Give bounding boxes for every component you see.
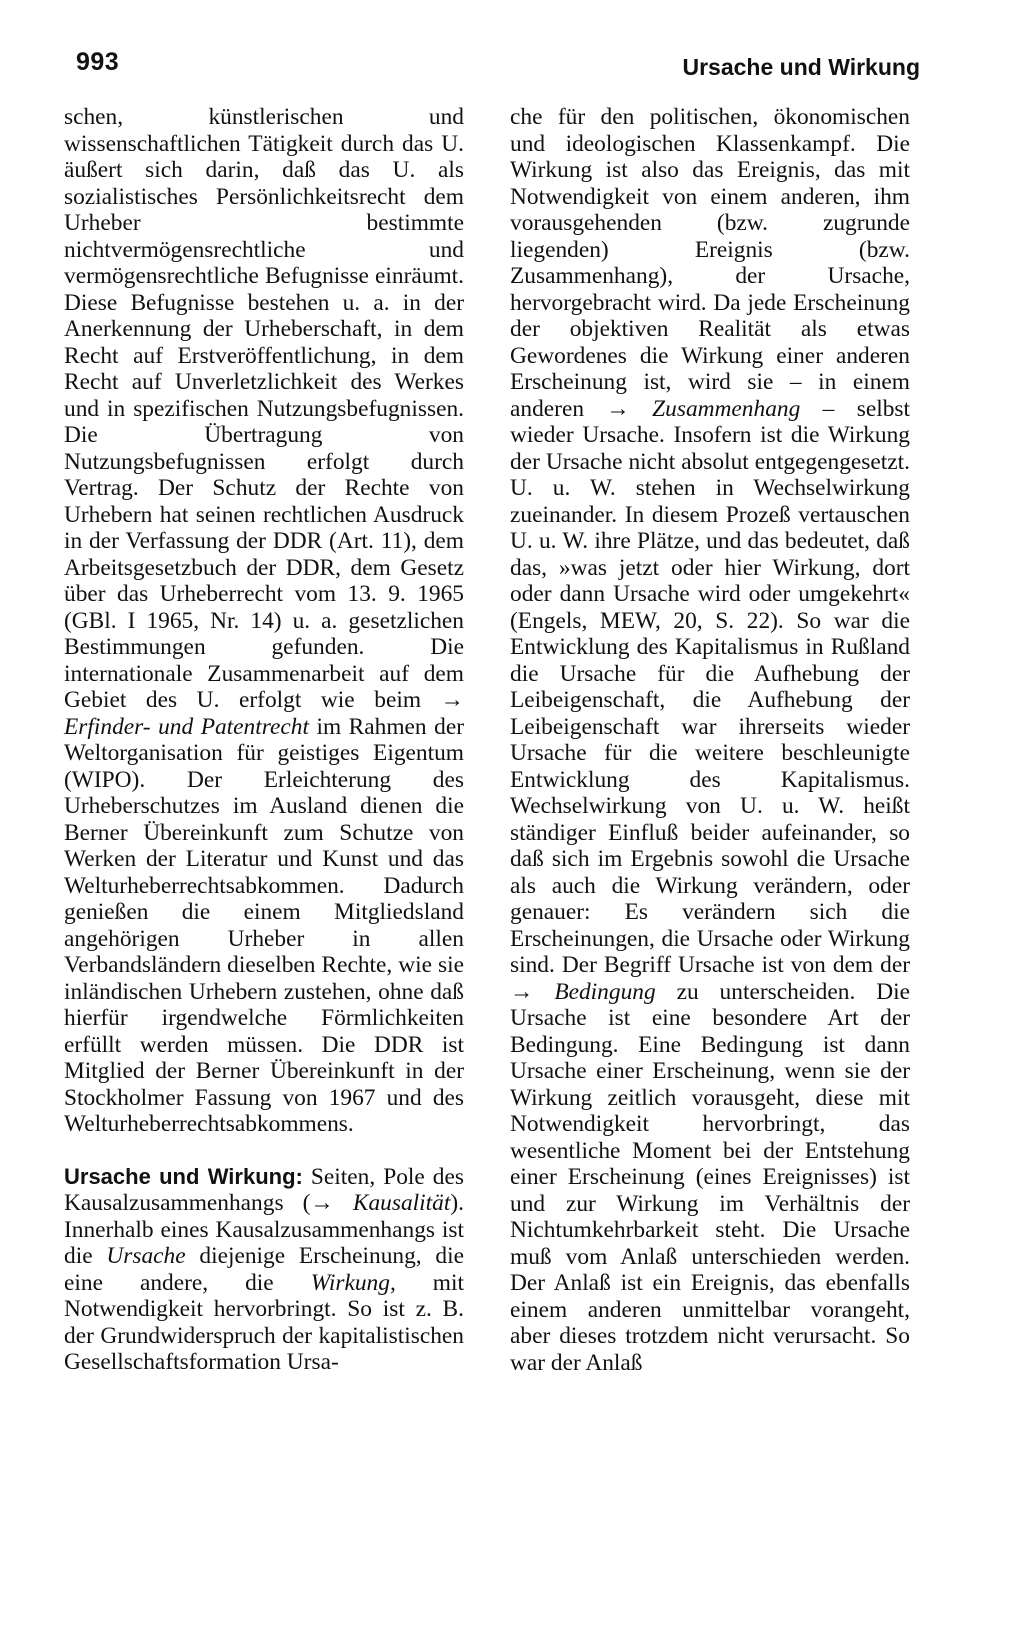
left-column [64, 104, 464, 1376]
cross-reference-bedingung [510, 979, 656, 1005]
text-run: schen, künstlerischen und wissenschaftlichen Tätigkeit durch das U. äußert sich darin, daß das U. als sozialistisches Persönlichkeitsrecht dem Urheber bestimmte nichtvermögensrechtliche und vermögensrechtliche Befugnisse einräumt. Diese Befugnisse bestehen u. a. in der Anerkennung der Urheberschaft, in dem Recht auf Erstveröffentlichung, in dem Recht auf Unverletzlichkeit des Werkes und in spezifischen Nutzungsbefugnissen. Die Übertragung von Nutzungsbefugnissen erfolgt durch Vertrag. Der Schutz der Rechte von Urhebern hat seinen rechtlichen Ausdruck in der Verfassung der DDR (Art. 11), dem Arbeitsgesetzbuch der DDR, dem Gesetz über das Urheberrecht vom 13. 9. 1965 (GBl. I 1965, Nr. 14) u. a. gesetzlichen Bestimmungen gefunden. Die internationale Zusammenarbeit auf dem Gebiet des U. erfolgt wie beim [64, 104, 464, 713]
text-run: che für den politischen, ökonomischen und ideologischen Klassenkampf. Die Wirkung ist also das Ereignis, das mit Notwendigkeit von einem anderen, ihm vorausgehenden (bzw. zugrunde liegenden) Ereignis (bzw. Zusammenhang), der Ursache, hervorgebracht wird. Da jede Erscheinung der objektiven Realität als etwas Gewordenes die Wirkung einer anderen Erscheinung ist, wird sie – in einem anderen [510, 104, 910, 422]
cross-reference-arrow: → [510, 978, 534, 1005]
cross-reference-text: Erfinder- und Patentrecht [64, 713, 309, 740]
cross-reference-kausalitaet [310, 1190, 450, 1216]
text-run: mit Notwendigkeit hervorbringt. So ist z. B. der Grundwiderspruch der kapitalistischen Gesellschaftsformation Ursa- [64, 1269, 464, 1375]
cross-reference-text: Kausalität [352, 1190, 451, 1216]
entry-ursache-und-wirkung [64, 1164, 464, 1376]
cross-reference-text: Bedingung [554, 978, 656, 1005]
text-run: diejenige Erscheinung, die eine andere, die [64, 1243, 464, 1296]
text-run: im Rahmen der Weltorganisation für geistiges Eigentum (WIPO). Der Erleichterung des Urheberschutzes im Ausland dienen die Berner Übereinkunft zum Schutze von Werken der Literatur und Kunst und das Welturheberrechtsabkommen. Dadurch genießen die einem Mitgliedsland angehörigen Urheber in allen Verbandsländern dieselben Rechte, wie sie inländischen Urhebern zustehen, ohne daß hierfür irgendwelche Förmlichkeiten erfüllt werden müssen. Die DDR ist Mitglied der Berner Übereinkunft in der Stockholmer Fassung von 1967 und des Welturheberrechtsabkommens. [64, 713, 464, 1137]
cross-reference-arrow: → [310, 1190, 334, 1216]
emphasis-wirkung: Wirkung, [310, 1269, 396, 1296]
entry-headword: Ursache und Wirkung: [64, 1163, 303, 1189]
entry-continuation-ursache-und-wirkung [510, 104, 910, 1376]
right-column [510, 104, 910, 1376]
page-number: 993 [76, 48, 120, 76]
cross-reference-text: Zusammenhang [652, 395, 801, 422]
entry-continuation-urheberrecht [64, 104, 464, 1138]
cross-reference-arrow: → [606, 395, 630, 422]
emphasis-ursache: Ursache [106, 1243, 186, 1269]
entry-gap [64, 1138, 464, 1164]
text-run: ). Innerhalb eines Kausalzusammenhangs ist die [64, 1190, 464, 1269]
running-head: Ursache und Wirkung [682, 54, 920, 80]
cross-reference-arrow: → [440, 687, 464, 713]
text-run: zu unterscheiden. Die Ursache ist eine besondere Art der Bedingung. Eine Bedingung ist dann Ursache einer Erscheinung, wenn sie der Wirkung zeitlich vorausgeht, diese mit Notwendigkeit hervorbringt, das wesentliche Moment bei der Entstehung einer Erscheinung (eines Ereignisses) ist und zur Wirkung im Verhältnis der Nichtumkehrbarkeit steht. Die Ursache muß vom Anlaß unterschieden werden. Der Anlaß ist ein Ereignis, das ebenfalls einem anderen unmittelbar vorangeht, aber dieses trotzdem nicht verursacht. So war der Anlaß [510, 978, 910, 1376]
text-run: – selbst wieder Ursache. Insofern ist die Wirkung der Ursache nicht absolut entgegengesetzt. U. u. W. stehen in Wechselwirkung zueinander. In diesem Prozeß vertauschen U. u. W. ihre Plätze, und das bedeutet, daß das, »was jetzt oder hier Wirkung, dort oder dann Ursache wird oder umgekehrt« (Engels, MEW, 20, S. 22). So war die Entwicklung des Kapitalismus in Rußland die Ursache für die Aufhebung der Leibeigenschaft, die Aufhebung der Leibeigenschaft war ihrerseits wieder Ursache für die weitere beschleunigte Entwicklung des Kapitalismus. Wechselwirkung von U. u. W. heißt ständiger Einfluß beider aufeinander, so daß sich im Ergebnis sowohl die Ursache als auch die Wirkung verändern, oder genauer: Es verändern sich die Erscheinungen, die Ursache oder Wirkung sind. Der Begriff Ursache ist von dem der [510, 395, 910, 978]
text-run: Seiten, Pole des Kausalzusammenhangs ( [64, 1163, 464, 1216]
cross-reference-zusammenhang [606, 396, 800, 422]
